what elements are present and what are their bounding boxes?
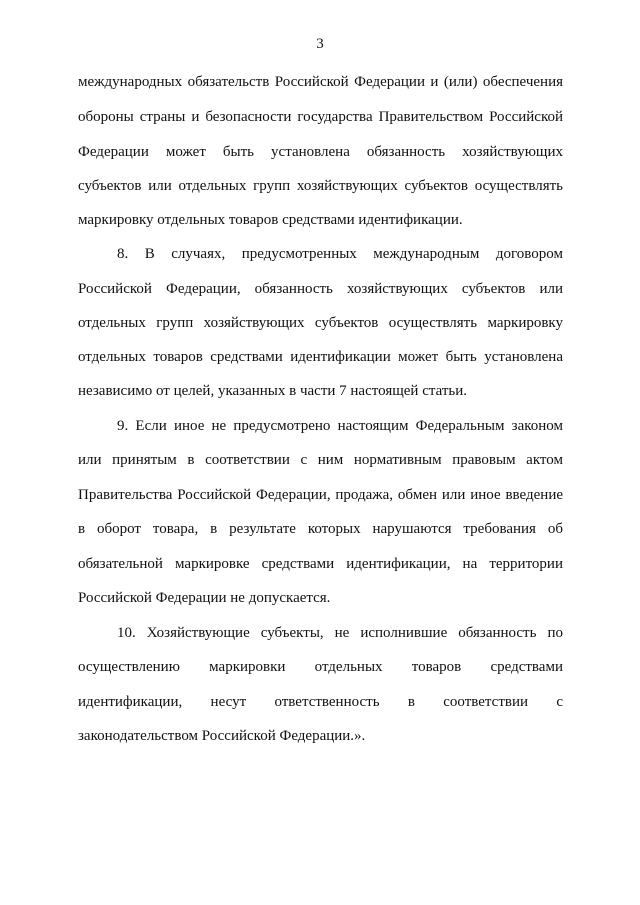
text-line: в оборот товара, в результате которых нарушаются требования об (78, 521, 563, 537)
text-line: субъектов или отдельных групп хозяйствующих субъектов осуществлять (78, 178, 563, 194)
text-line: независимо от целей, указанных в части 7 настоящей статьи. (78, 383, 468, 399)
text-line: Российской Федерации, обязанность хозяйствующих субъектов или (78, 281, 563, 297)
text-line: обязательной маркировке средствами идентификации, на территории (78, 556, 563, 572)
text-line: отдельных групп хозяйствующих субъектов осуществлять маркировку (78, 315, 563, 331)
text-line: маркировку отдельных товаров средствами идентификации. (78, 212, 463, 228)
text-line: или принятым в соответствии с ним нормативным правовым актом (78, 452, 563, 468)
text-line: идентификации, несут ответственность в соответствии с (78, 694, 563, 710)
text-line: обороны страны и безопасности государства Правительством Российской (78, 109, 563, 125)
paragraph-first-line: 8. В случаях, предусмотренных международным договором (117, 246, 563, 262)
text-line: законодательством Российской Федерации.». (78, 728, 366, 744)
text-line: отдельных товаров средствами идентификации может быть установлена (78, 349, 563, 365)
page-number: 3 (316, 36, 324, 52)
paragraph-first-line: 10. Хозяйствующие субъекты, не исполнившие обязанность по (117, 625, 563, 641)
text-line: международных обязательств Российской Федерации и (или) обеспечения (78, 74, 563, 90)
text-line: Правительства Российской Федерации, продажа, обмен или иное введение (78, 487, 563, 503)
text-line: Российской Федерации не допускается. (78, 590, 331, 606)
text-line: осуществлению маркировки отдельных товаров средствами (78, 659, 563, 675)
text-line: Федерации может быть установлена обязанность хозяйствующих (78, 144, 563, 160)
paragraph-first-line: 9. Если иное не предусмотрено настоящим Федеральным законом (117, 418, 563, 434)
